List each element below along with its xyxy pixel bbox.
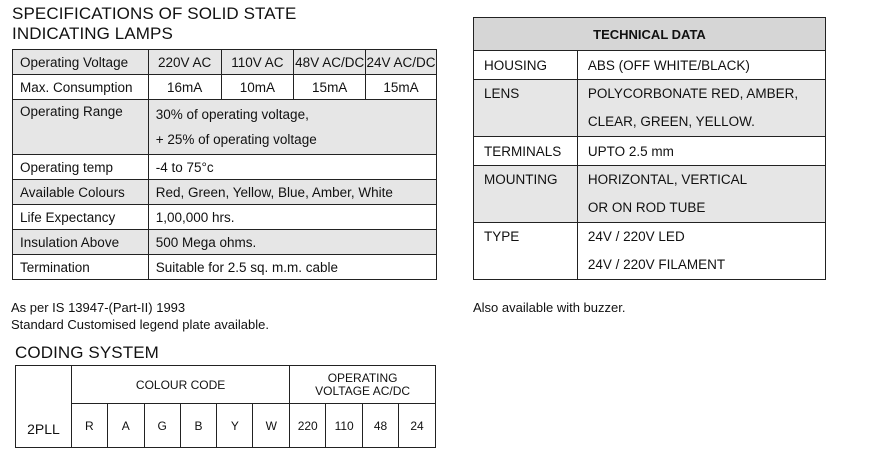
- spec-cell: 110V AC: [221, 50, 294, 75]
- colour-code-cell: G: [144, 404, 180, 448]
- tech-row-terminals: [474, 137, 826, 166]
- spec-row-life-expectancy: [13, 205, 437, 230]
- spec-value: Suitable for 2.5 sq. m.m. cable: [148, 255, 436, 280]
- spec-cell: 15mA: [366, 75, 437, 100]
- tech-label: TERMINALS: [474, 137, 578, 166]
- tech-value: UPTO 2.5 mm: [577, 137, 825, 166]
- tech-value-line: CLEAR, GREEN, YELLOW.: [587, 114, 755, 129]
- spec-value-line1: 30% of operating voltage,: [155, 107, 309, 122]
- tech-value-line: 24V / 220V LED: [587, 229, 685, 244]
- spec-value: Red, Green, Yellow, Blue, Amber, White: [148, 180, 436, 205]
- spec-cell: 48V AC/DC: [294, 50, 366, 75]
- tech-value-line: POLYCORBONATE RED, AMBER,: [587, 86, 799, 101]
- spec-value-line2: + 25% of operating voltage: [155, 132, 317, 147]
- tech-value-line: HORIZONTAL, VERTICAL: [587, 172, 748, 187]
- tech-value: [577, 80, 825, 137]
- spec-label: Insulation Above: [13, 230, 149, 255]
- colour-code-header: COLOUR CODE: [71, 366, 289, 404]
- spec-row-available-colours: [13, 180, 437, 205]
- tech-value-line: OR ON ROD TUBE: [587, 200, 706, 215]
- spec-label: Operating Voltage: [13, 50, 149, 75]
- tech-label: LENS: [474, 80, 578, 137]
- spec-value: 1,00,000 hrs.: [148, 205, 436, 230]
- coding-system-title: CODING SYSTEM: [15, 343, 159, 362]
- spec-row-insulation: [13, 230, 437, 255]
- voltage-code-cell: 110: [326, 404, 363, 448]
- operating-voltage-header-line2: VOLTAGE AC/DC: [315, 383, 411, 398]
- tech-row-mounting: [474, 166, 826, 223]
- spec-cell: 10mA: [221, 75, 294, 100]
- colour-code-cell: R: [71, 404, 107, 448]
- colour-code-cell: W: [253, 404, 290, 448]
- tech-value-line: 24V / 220V FILAMENT: [587, 257, 726, 272]
- spec-title-line1: SPECIFICATIONS OF SOLID STATE: [12, 4, 297, 23]
- technical-data-header: TECHNICAL DATA: [474, 18, 826, 51]
- tech-row-lens: [474, 80, 826, 137]
- spec-label: Max. Consumption: [13, 75, 149, 100]
- colour-code-cell: Y: [217, 404, 253, 448]
- spec-value: 500 Mega ohms.: [148, 230, 436, 255]
- spec-row-operating-range: [13, 100, 437, 155]
- spec-label: Operating temp: [13, 155, 149, 180]
- spec-title: [12, 4, 296, 44]
- tech-label: HOUSING: [474, 51, 578, 80]
- standards-note: [11, 299, 269, 333]
- spec-label: Termination: [13, 255, 149, 280]
- tech-value: [577, 223, 825, 280]
- coding-model: 2PLL: [16, 366, 72, 448]
- tech-row-type: [474, 223, 826, 280]
- spec-label: Available Colours: [13, 180, 149, 205]
- colour-code-cell: A: [107, 404, 144, 448]
- voltage-code-cell: 24: [399, 404, 436, 448]
- spec-value: -4 to 75°c: [148, 155, 436, 180]
- spec-row-operating-temp: [13, 155, 437, 180]
- technical-data-table: [473, 17, 826, 280]
- tech-value: [577, 166, 825, 223]
- spec-cell: 24V AC/DC: [366, 50, 437, 75]
- standards-note-line1: As per IS 13947-(Part-II) 1993: [11, 300, 186, 315]
- spec-title-line2: INDICATING LAMPS: [12, 24, 173, 43]
- voltage-code-cell: 48: [363, 404, 399, 448]
- operating-voltage-header: [290, 366, 436, 404]
- spec-cell: 15mA: [294, 75, 366, 100]
- spec-row-operating-voltage: [13, 50, 437, 75]
- operating-voltage-header-line1: OPERATING: [327, 370, 398, 385]
- spec-label: Operating Range: [13, 100, 149, 155]
- spec-cell: 16mA: [148, 75, 221, 100]
- buzzer-note: Also available with buzzer.: [473, 300, 626, 315]
- spec-row-max-consumption: [13, 75, 437, 100]
- coding-system-table: [15, 365, 436, 448]
- standards-note-line2: Standard Customised legend plate available.: [11, 317, 270, 332]
- spec-row-termination: [13, 255, 437, 280]
- spec-table: [12, 49, 437, 280]
- spec-value: [148, 100, 436, 155]
- voltage-code-cell: 220: [290, 404, 326, 448]
- tech-value: ABS (OFF WHITE/BLACK): [577, 51, 825, 80]
- spec-label: Life Expectancy: [13, 205, 149, 230]
- spec-cell: 220V AC: [148, 50, 221, 75]
- tech-label: TYPE: [474, 223, 578, 280]
- colour-code-cell: B: [180, 404, 217, 448]
- tech-label: MOUNTING: [474, 166, 578, 223]
- tech-row-housing: [474, 51, 826, 80]
